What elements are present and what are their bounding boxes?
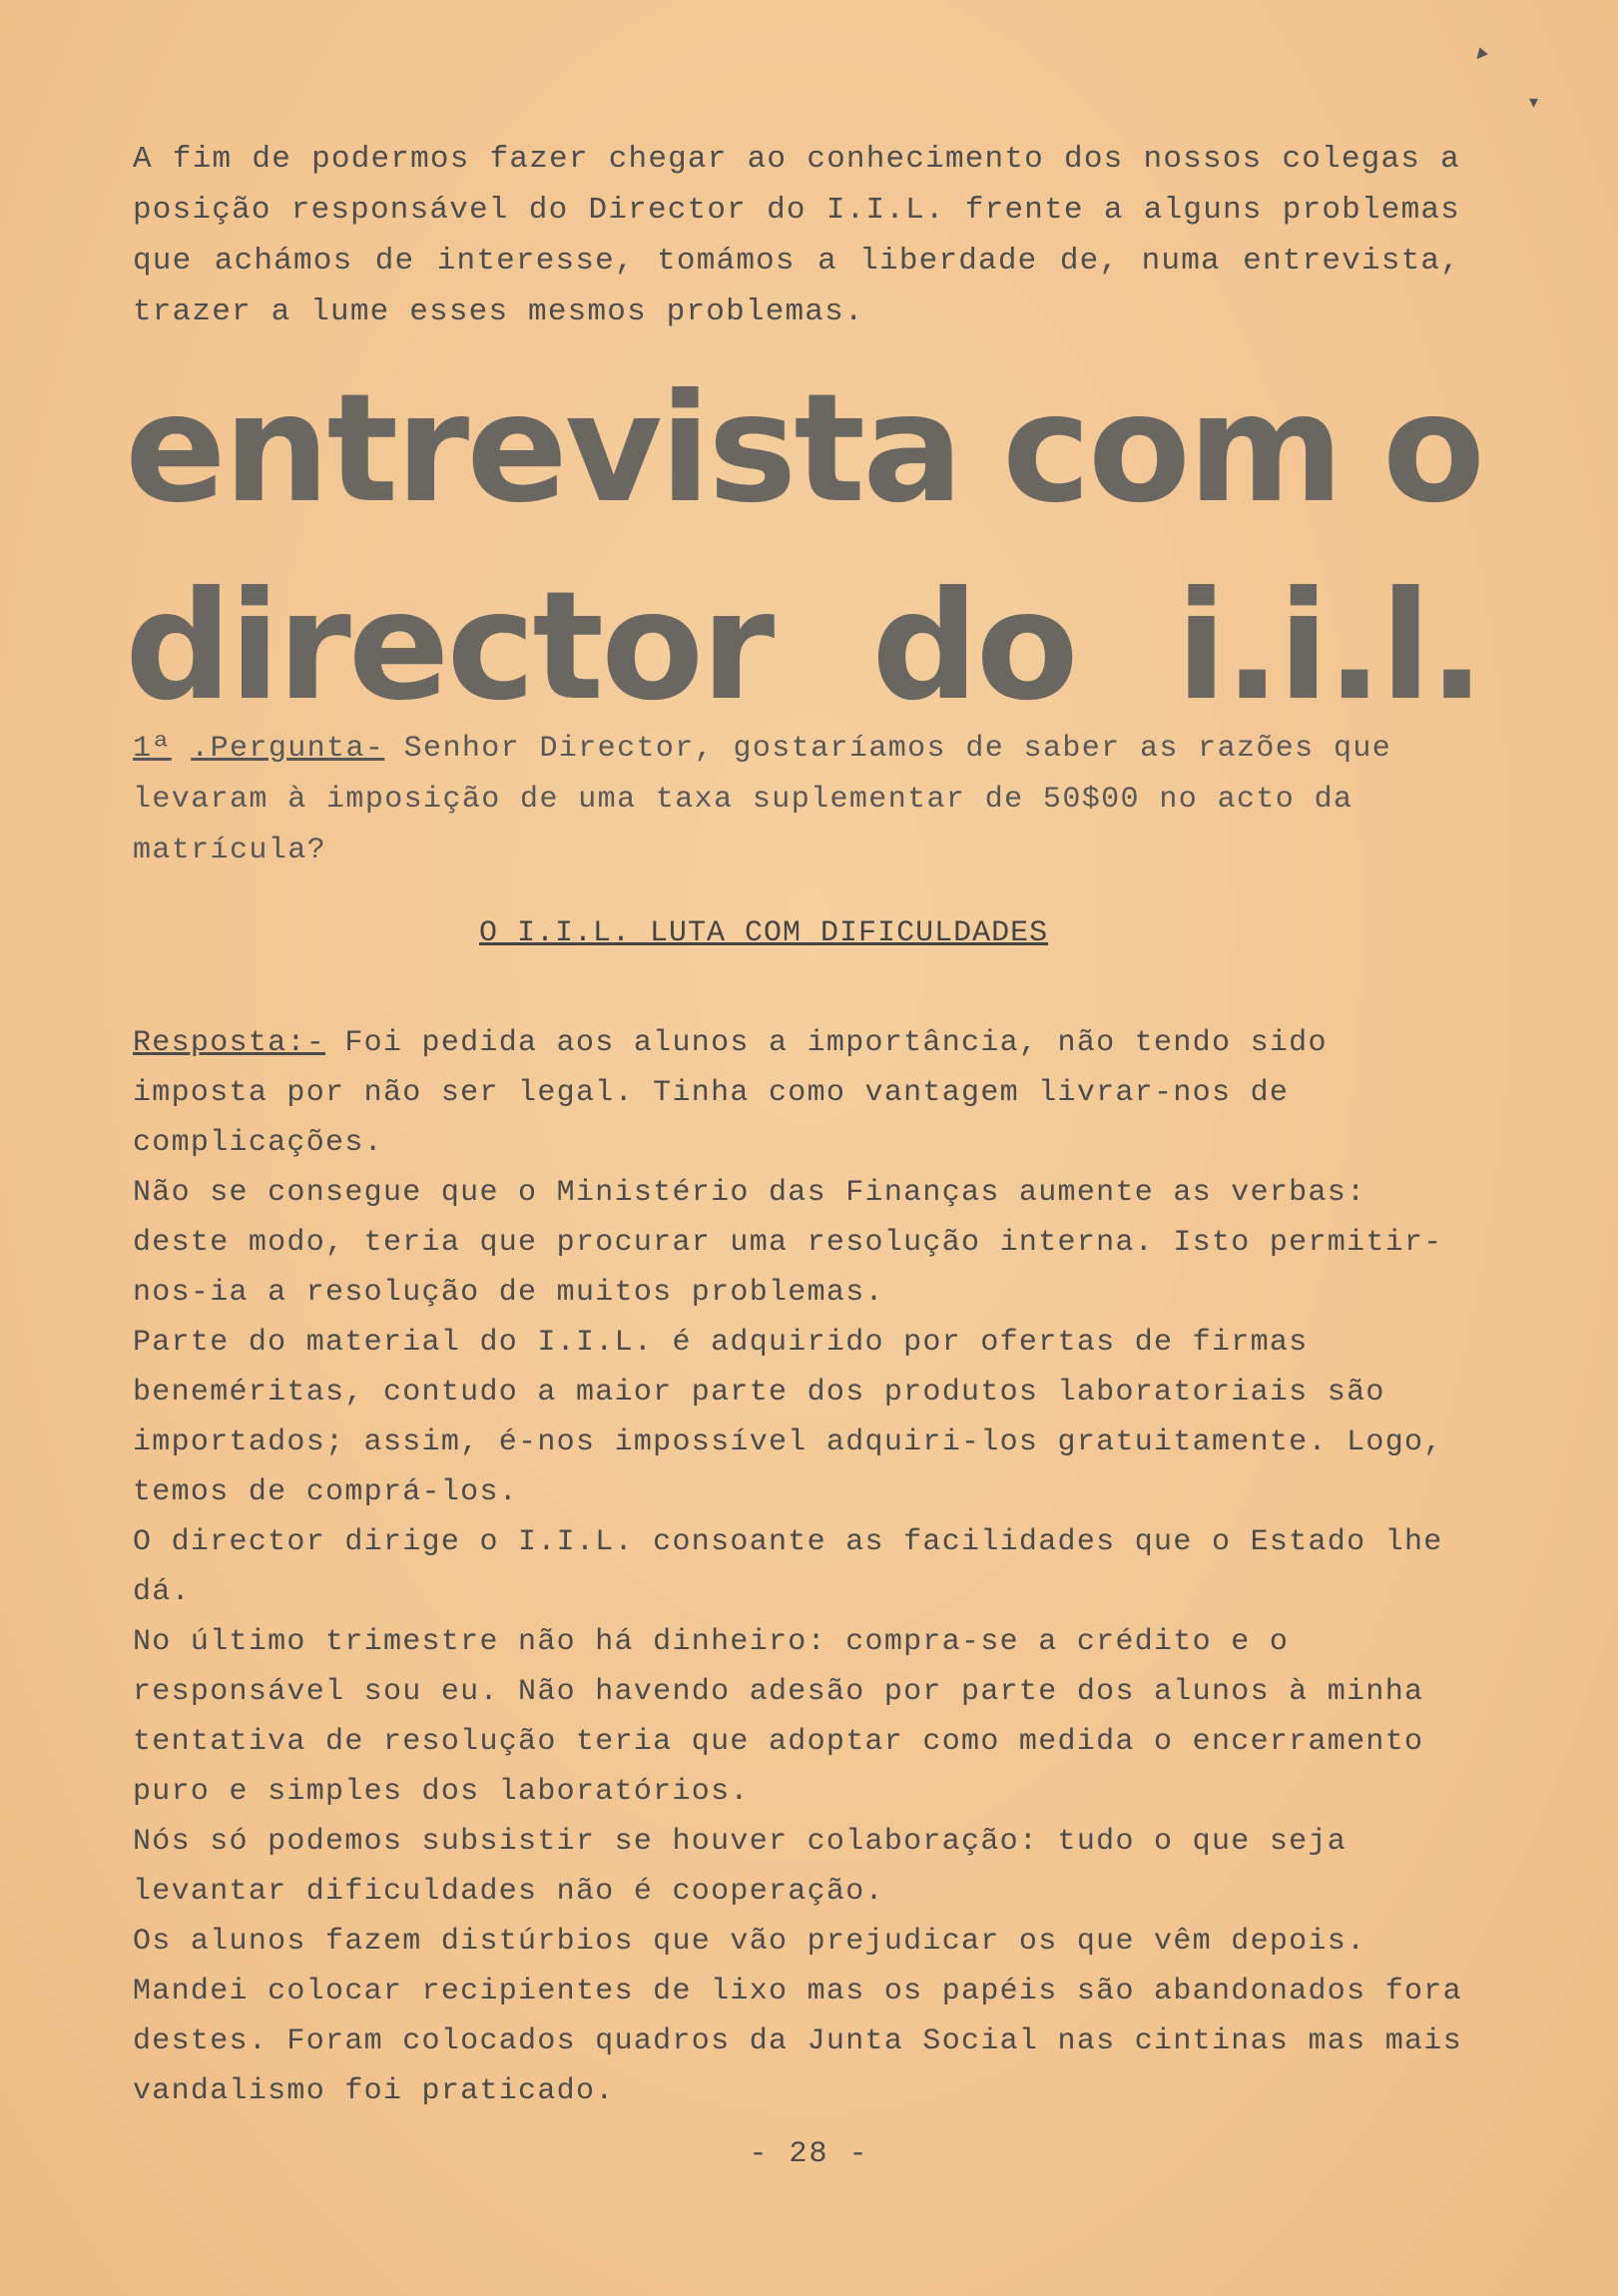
answer-paragraph-7: Os alunos fazem distúrbios que vão prejudicar os que vêm depois. Mandei colocar recipientes de lixo mas os papéis são abandonados fora destes. Foram colocados quadros da Junta Social nas cintinas mas mais vandalismo foi praticado. [133,1925,1462,2108]
headline-word-o: o [1381,362,1482,536]
headline-line-2 [125,560,1482,734]
answer-paragraph-2: Não se consegue que o Ministério das Finanças aumente as verbas: deste modo, teria que procurar uma resolução interna. Isto permitir-nos-ia a resolução de muitos problemas. [133,1176,1443,1310]
question-text: Senhor Director, gostaríamos de saber as razões que levaram à imposição de uma taxa suplementar de 50$00 no acto da matrícula? [133,732,1392,867]
ink-speck-decoration: ▾ [1468,41,1493,68]
answer-paragraph-5: No último trimestre não há dinheiro: compra-se a crédito e o responsável sou eu. Não havendo adesão por parte dos alunos à minha tentativa de resolução teria que adoptar como medida o encerramento puro e simples dos laboratórios. [133,1625,1424,1809]
answer-paragraph-4: O director dirige o I.I.L. consoante as facilidades que o Estado lhe dá. [133,1525,1443,1609]
question-number: 1ª [133,732,172,766]
headline-line-1 [125,362,1482,536]
ink-speck-decoration: ▾ [1529,92,1539,113]
answer-label: Resposta:- [133,1026,326,1060]
section-title: O I.I.L. LUTA COM DIFICULDADES [479,916,1049,950]
headline-word-do: do [871,560,1076,734]
headline-word-com: com [1002,362,1342,536]
headline-word-director: director [125,560,773,734]
question-label: .Pergunta- [191,732,385,766]
page-number: - 28 - [749,2137,869,2171]
headline-word-entrevista: entrevista [125,362,961,536]
answer-body [133,1018,1475,2116]
answer-paragraph-1 [133,1018,1475,1168]
headline-word-iil: i.i.l. [1175,560,1482,734]
intro-paragraph: A fim de podermos fazer chegar ao conhecimento dos nossos colegas a posição responsável do Director do I.I.L. frente a alguns problemas que achámos de interesse, tomámos a liberdade de, numa entrevista, trazer a lume esses mesmos problemas. [133,142,1460,329]
question-paragraph [133,724,1480,876]
answer-paragraph-3: Parte do material do I.I.L. é adquirido por ofertas de firmas beneméritas, contudo a maior parte dos produtos laboratoriais são importados; assim, é-nos impossível adquiri-los gratuitamente. Logo, temos de comprá-los. [133,1326,1443,1509]
answer-text-1: Foi pedida aos alunos a importância, não tendo sido imposta por não ser legal. Tinha como vantagem livrar-nos de complicações. [133,1026,1328,1160]
answer-paragraph-6: Nós só podemos subsistir se houver colaboração: tudo o que seja levantar dificuldades não é cooperação. [133,1825,1348,1909]
